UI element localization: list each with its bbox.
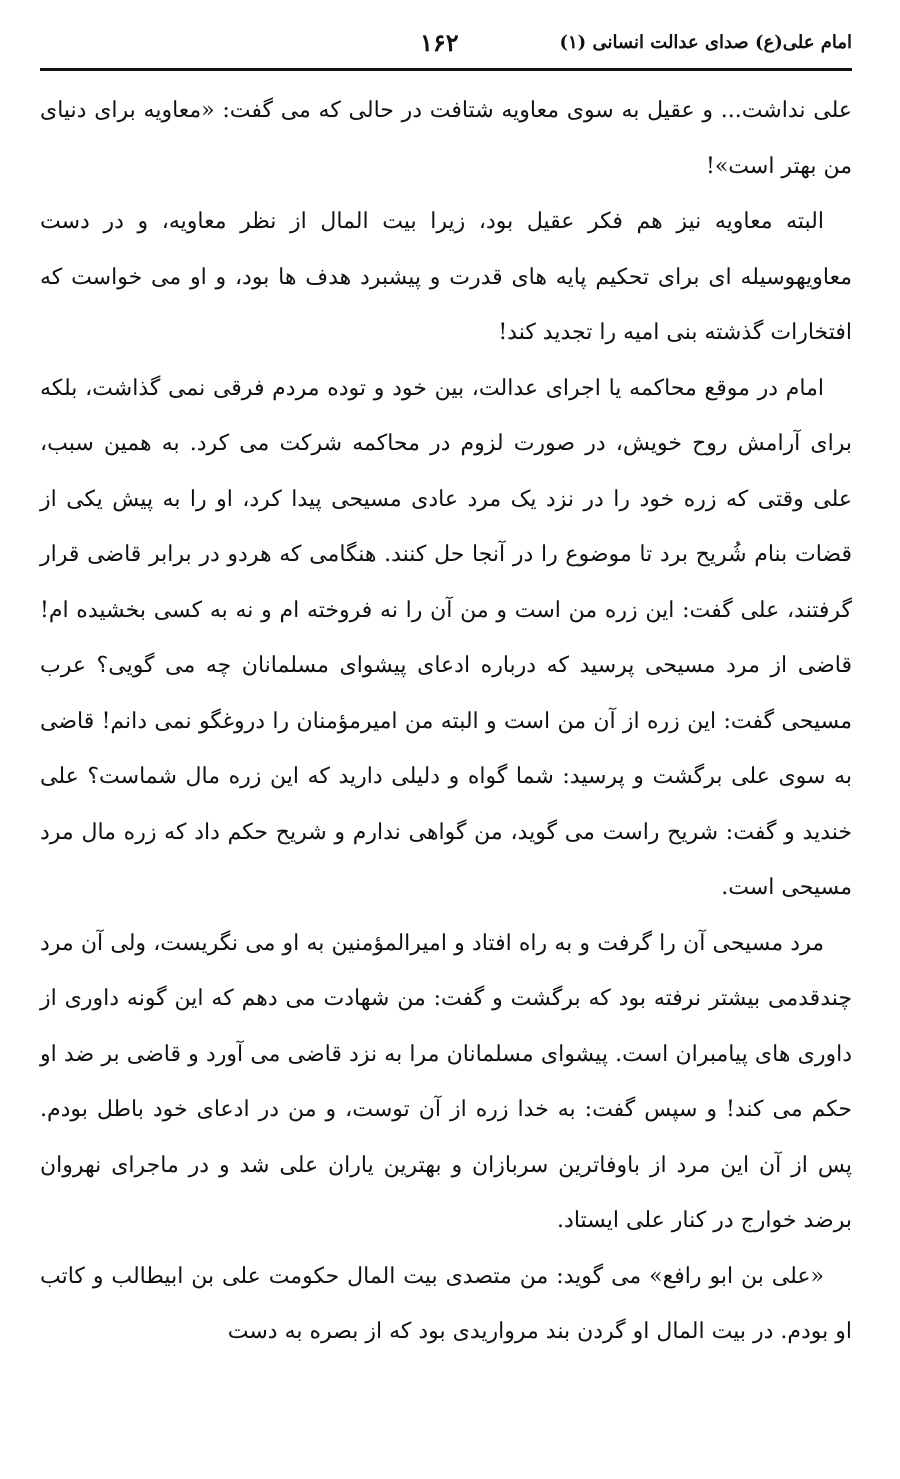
paragraph-3: امام در موقع محاکمه یا اجرای عدالت، بین خود و توده مردم فرقی نمی گذاشت، بلکه برای آرامش روح خویش، در صورت لزوم در محاکمه شرکت می کرد. به همین سبب، علی وقتی که زره خود را در نزد یک مرد عادی مسیحی پیدا کرد، او را به پیش یکی از قضات بنام شُریح برد تا موضوع را در آنجا حل کنند. هنگامی که هردو در برابر قاضی قرار گرفتند، علی گفت: این زره من است و من آن را نه فروخته ام و نه به کسی بخشیده ام! قاضی از مرد مسیحی پرسید که درباره ادعای پیشوای مسلمانان چه می گویی؟ عرب مسیحی گفت: این زره از آن من است و البته من امیرمؤمنان را دروغگو نمی دانم! قاضی به سوی علی برگشت و پرسید: شما گواه و دلیلی دارید که این زره مال شماست؟ علی خندید و گفت: شریح راست می گوید، من گواهی ندارم و شریح حکم داد که زره مال مرد مسیحی است. — [40, 375, 852, 900]
page-header — [40, 22, 852, 71]
page-number: ۱۶۲ — [420, 28, 459, 57]
running-title: امام علی(ع) صدای عدالت انسانی (۱) — [559, 32, 852, 53]
paragraph-4: مرد مسیحی آن را گرفت و به راه افتاد و امیرالمؤمنین به او می نگریست، ولی آن مرد چندقدمی بیشتر نرفته بود که برگشت و گفت: من شهادت می دهم که این گونه داوری از داوری های پیامبران است. پیشوای مسلمانان مرا به نزد قاضی می آورد و قاضی بر ضد او حکم می کند! و سپس گفت: به خدا زره از آن توست، و من در ادعای خود باطل بودم. پس از آن این مرد از باوفاترین سربازان و بهترین یاران علی شد و در ماجرای نهروان برضد خوارج در کنار علی ایستاد. — [40, 930, 852, 1233]
paragraph-2: البته معاویه نیز هم فکر عقیل بود، زیرا بیت المال از نظر معاویه، و در دست معاویهوسیله ای برای تحکیم پایه های قدرت و پیشبرد هدف ها بود، و او می خواست که افتخارات گذشته بنی امیه را تجدید کند! — [40, 209, 852, 345]
book-page — [40, 22, 852, 1462]
paragraph-5: «علی بن ابو رافع» می گوید: من متصدی بیت المال حکومت علی بن ابیطالب و کاتب او بودم. در بیت المال او گردن بند مرواریدی بود که از بصره به دست — [40, 1263, 852, 1344]
body-text — [40, 83, 852, 1360]
paragraph-1: علی نداشت... و عقیل به سوی معاویه شتافت در حالی که می گفت: «معاویه برای دنیای من بهتر است»! — [40, 98, 852, 179]
